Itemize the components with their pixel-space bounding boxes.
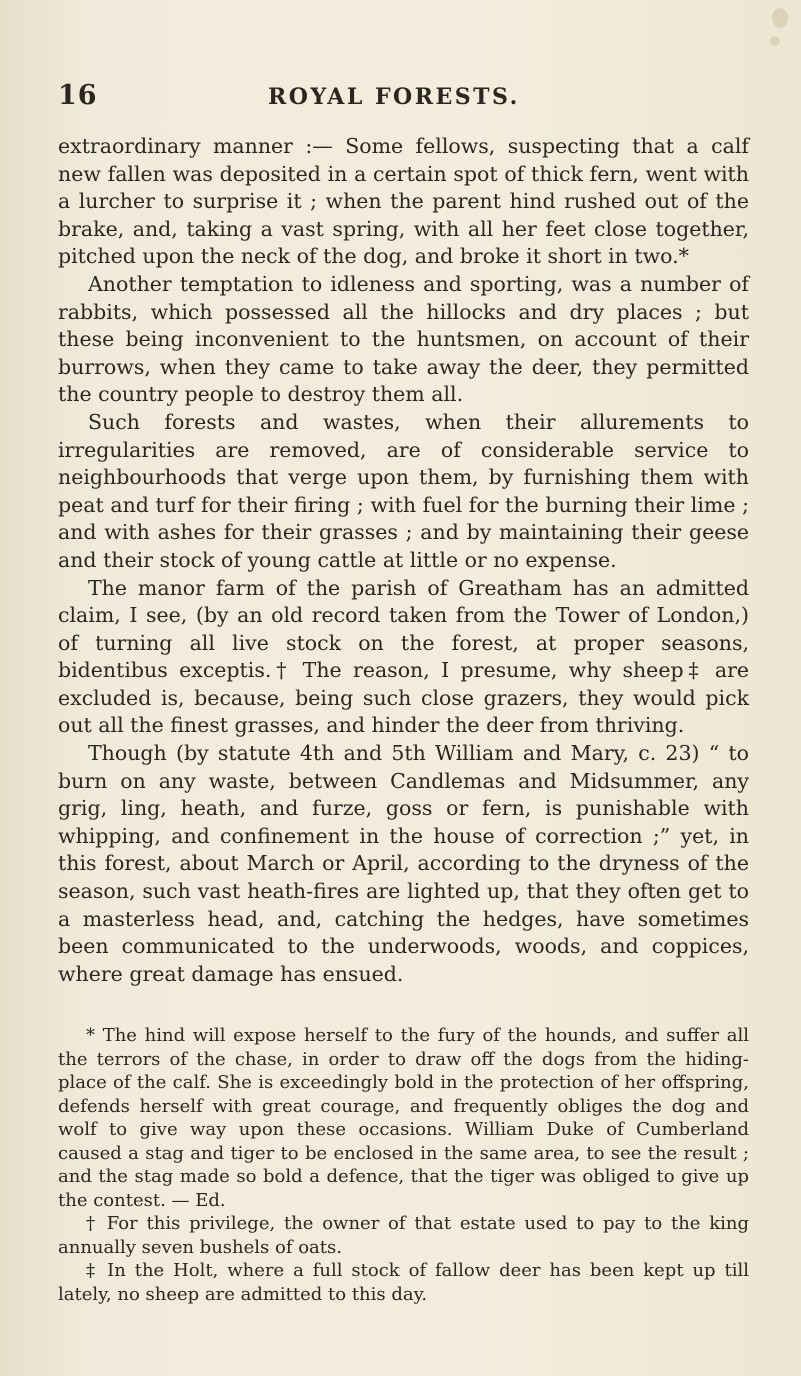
footnote: † For this privilege, the owner of that estate used to pay to the king annually seven bushels of oats.: [58, 1213, 749, 1258]
footnote: * The hind will expose herself to the fury of the hounds, and suffer all the terrors of the chase, in order to draw off the dogs from the hiding-place of the calf. She is exceedingly bold in the protection of her offspring, defends herself with great courage, and frequently obliges the dog and wolf to give way upon these occasions. William Duke of Cumberland caused a stag and tiger to be enclosed in the same area, to see the result ; and the stag made so bold a defence, that the tiger was obliged to give up the contest. — Ed.: [58, 1025, 749, 1211]
paragraph: Such forests and wastes, when their allurements to irregularities are removed, are of considerable service to neighbourhoods that verge upon them, by furnishing them with peat and turf for their firing ; with fuel for the burning their lime ; and with ashes for their grasses ; and by maintaining their geese and their stock of young cattle at little or no expense.: [58, 409, 749, 572]
paper-stain: [772, 8, 788, 28]
footnotes: [58, 1024, 749, 1306]
page-number: 16: [58, 80, 98, 111]
paper-stain: [770, 36, 780, 46]
paragraph: Though (by statute 4th and 5th William and Mary, c. 23) “ to burn on any waste, between Candlemas and Midsummer, any grig, ling, heath, and furze, goss or fern, is punishable with whipping, and confinement in the house of correction ;” yet, in this forest, about March or April, according to the dryness of the season, such vast heath-fires are lighted up, that they often get to a masterless head, and, catching the hedges, have sometimes been communicated to the underwoods, woods, and coppices, where great damage has ensued.: [58, 741, 749, 986]
paragraph: The manor farm of the parish of Greatham has an admitted claim, I see, (by an old record taken from the Tower of London,) of turning all live stock on the forest, at proper seasons, bidentibus exceptis.† The reason, I presume, why sheep‡ are excluded is, because, being such close grazers, they would pick out all the finest grasses, and hinder the deer from thriving.: [58, 575, 749, 738]
footnote: ‡ In the Holt, where a full stock of fallow deer has been kept up till lately, no sheep are admitted to this day.: [58, 1260, 749, 1305]
running-head: ROYAL FORESTS.: [268, 84, 520, 110]
paragraph: Another temptation to idleness and sporting, was a number of rabbits, which possessed all the hillocks and dry places ; but these being inconvenient to the huntsmen, on account of their burrows, when they came to take away the deer, they permitted the country people to destroy them all.: [58, 271, 749, 407]
paragraph: extraordinary manner :— Some fellows, suspecting that a calf new fallen was deposited in a certain spot of thick fern, went with a lurcher to surprise it ; when the parent hind rushed out of the brake, and, taking a vast spring, with all her feet close together, pitched upon the neck of the dog, and broke it short in two.*: [58, 134, 749, 269]
main-text: [58, 133, 749, 988]
page-header: [58, 80, 749, 111]
